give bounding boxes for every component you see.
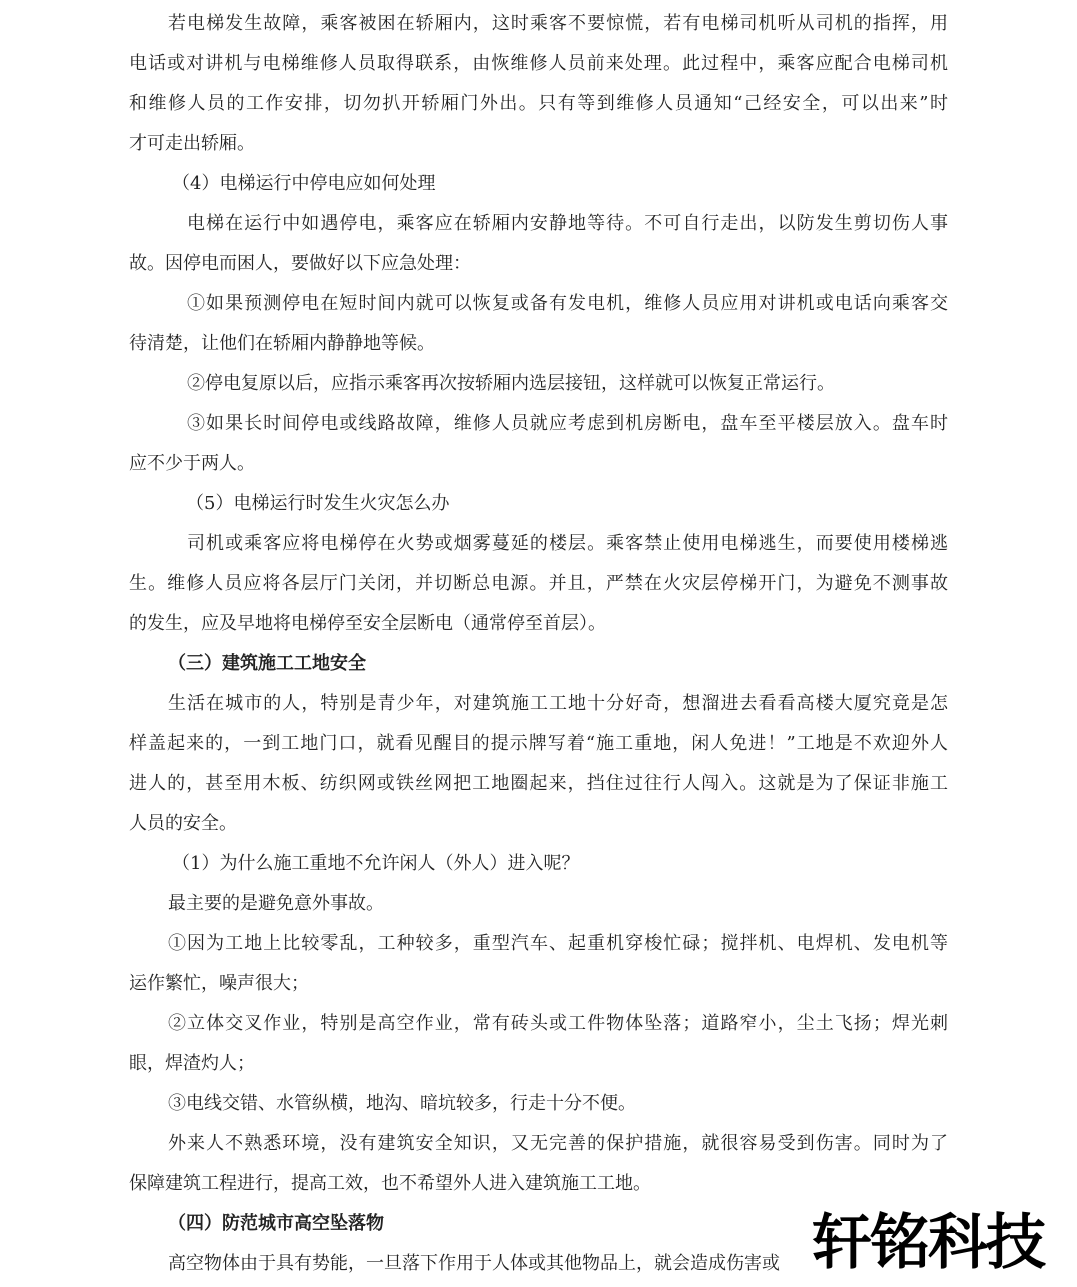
paragraph-line: 生活在城市的人，特别是青少年，对建筑施工工地十分好奇，想溜进去看看高楼大厦究竟是怎 [168,693,948,714]
list-item: ②停电复原以后，应指示乘客再次按轿厢内选层接钮，这样就可以恢复正常运行。 [187,373,835,394]
list-item: ③如果长时间停电或线路故障，维修人员就应考虑到机房断电，盘车至平楼层放入。盘车时 [187,413,948,434]
paragraph-line: 样盖起来的，一到工地门口，就看见醒目的提示牌写着“施工重地，闲人免进！”工地是不欢迎外人 [129,733,948,754]
paragraph-line: 最主要的是避免意外事故。 [168,893,384,914]
paragraph-line: 高空物体由于具有势能，一旦落下作用于人体或其他物品上，就会造成伤害或 [168,1253,780,1274]
paragraph-line: 进人的，甚至用木板、纺织网或铁丝网把工地圈起来，挡住过往行人闯入。这就是为了保证非施工 [129,773,948,794]
subheading: （5）电梯运行时发生火灾怎么办 [186,493,450,514]
subheading: （4）电梯运行中停电应如何处理 [172,173,436,194]
paragraph-line: 应不少于两人。 [129,453,255,474]
paragraph-line: 故。因停电而困人，要做好以下应急处理： [129,253,471,274]
paragraph-line: 的发生，应及早地将电梯停至安全层断电（通常停至首层）。 [129,613,606,634]
paragraph-line: 电梯在运行中如遇停电，乘客应在轿厢内安静地等待。不可自行走出，以防发生剪切伤人事 [187,213,948,234]
paragraph-line: 生。维修人员应将各层厅门关闭，并切断总电源。并且，严禁在火灾层停梯开门，为避免不测事故 [129,573,948,594]
paragraph-line: 人员的安全。 [129,813,237,834]
paragraph-line: 运作繁忙，噪声很大； [129,973,309,994]
paragraph-line: 外来人不熟悉环境，没有建筑安全知识，又无完善的保护措施，就很容易受到伤害。同时为了 [168,1133,948,1154]
list-item: ①如果预测停电在短时间内就可以恢复或备有发电机，维修人员应用对讲机或电话向乘客交 [187,293,948,314]
section-heading: （四）防范城市高空坠落物 [168,1213,384,1234]
subheading: （1）为什么施工重地不允许闲人（外人）进入呢？ [172,853,580,874]
list-item: ③电线交错、水管纵横，地沟、暗坑较多，行走十分不便。 [168,1093,636,1114]
paragraph-line: 和维修人员的工作安排，切勿扒开轿厢门外出。只有等到维修人员通知“己经安全，可以出来”时 [129,93,948,114]
list-item: ②立体交叉作业，特别是高空作业，常有砖头或工件物体坠落；道路窄小，尘土飞扬；焊光刺 [168,1013,948,1034]
paragraph-line: 保障建筑工程进行，提高工效，也不希望外人进入建筑施工工地。 [129,1173,651,1194]
section-heading: （三）建筑施工工地安全 [168,653,366,674]
paragraph-line: 若电梯发生故障，乘客被困在轿厢内，这时乘客不要惊慌，若有电梯司机听从司机的指挥，用 [168,13,948,34]
paragraph-line: 电话或对讲机与电梯维修人员取得联系，由恢维修人员前来处理。此过程中，乘客应配合电梯司机 [129,53,948,74]
paragraph-line: 待清楚，让他们在轿厢内静静地等候。 [129,333,435,354]
watermark-logo: 轩铭科技 [812,1206,1068,1280]
paragraph-line: 眼，焊渣灼人； [129,1053,255,1074]
paragraph-line: 司机或乘客应将电梯停在火势或烟雾蔓延的楼层。乘客禁止使用电梯逃生，而要使用楼梯逃 [187,533,948,554]
list-item: ①因为工地上比较零乱，工种较多，重型汽车、起重机穿梭忙碌；搅拌机、电焊机、发电机等 [168,933,948,954]
paragraph-line: 才可走出轿厢。 [129,133,255,154]
